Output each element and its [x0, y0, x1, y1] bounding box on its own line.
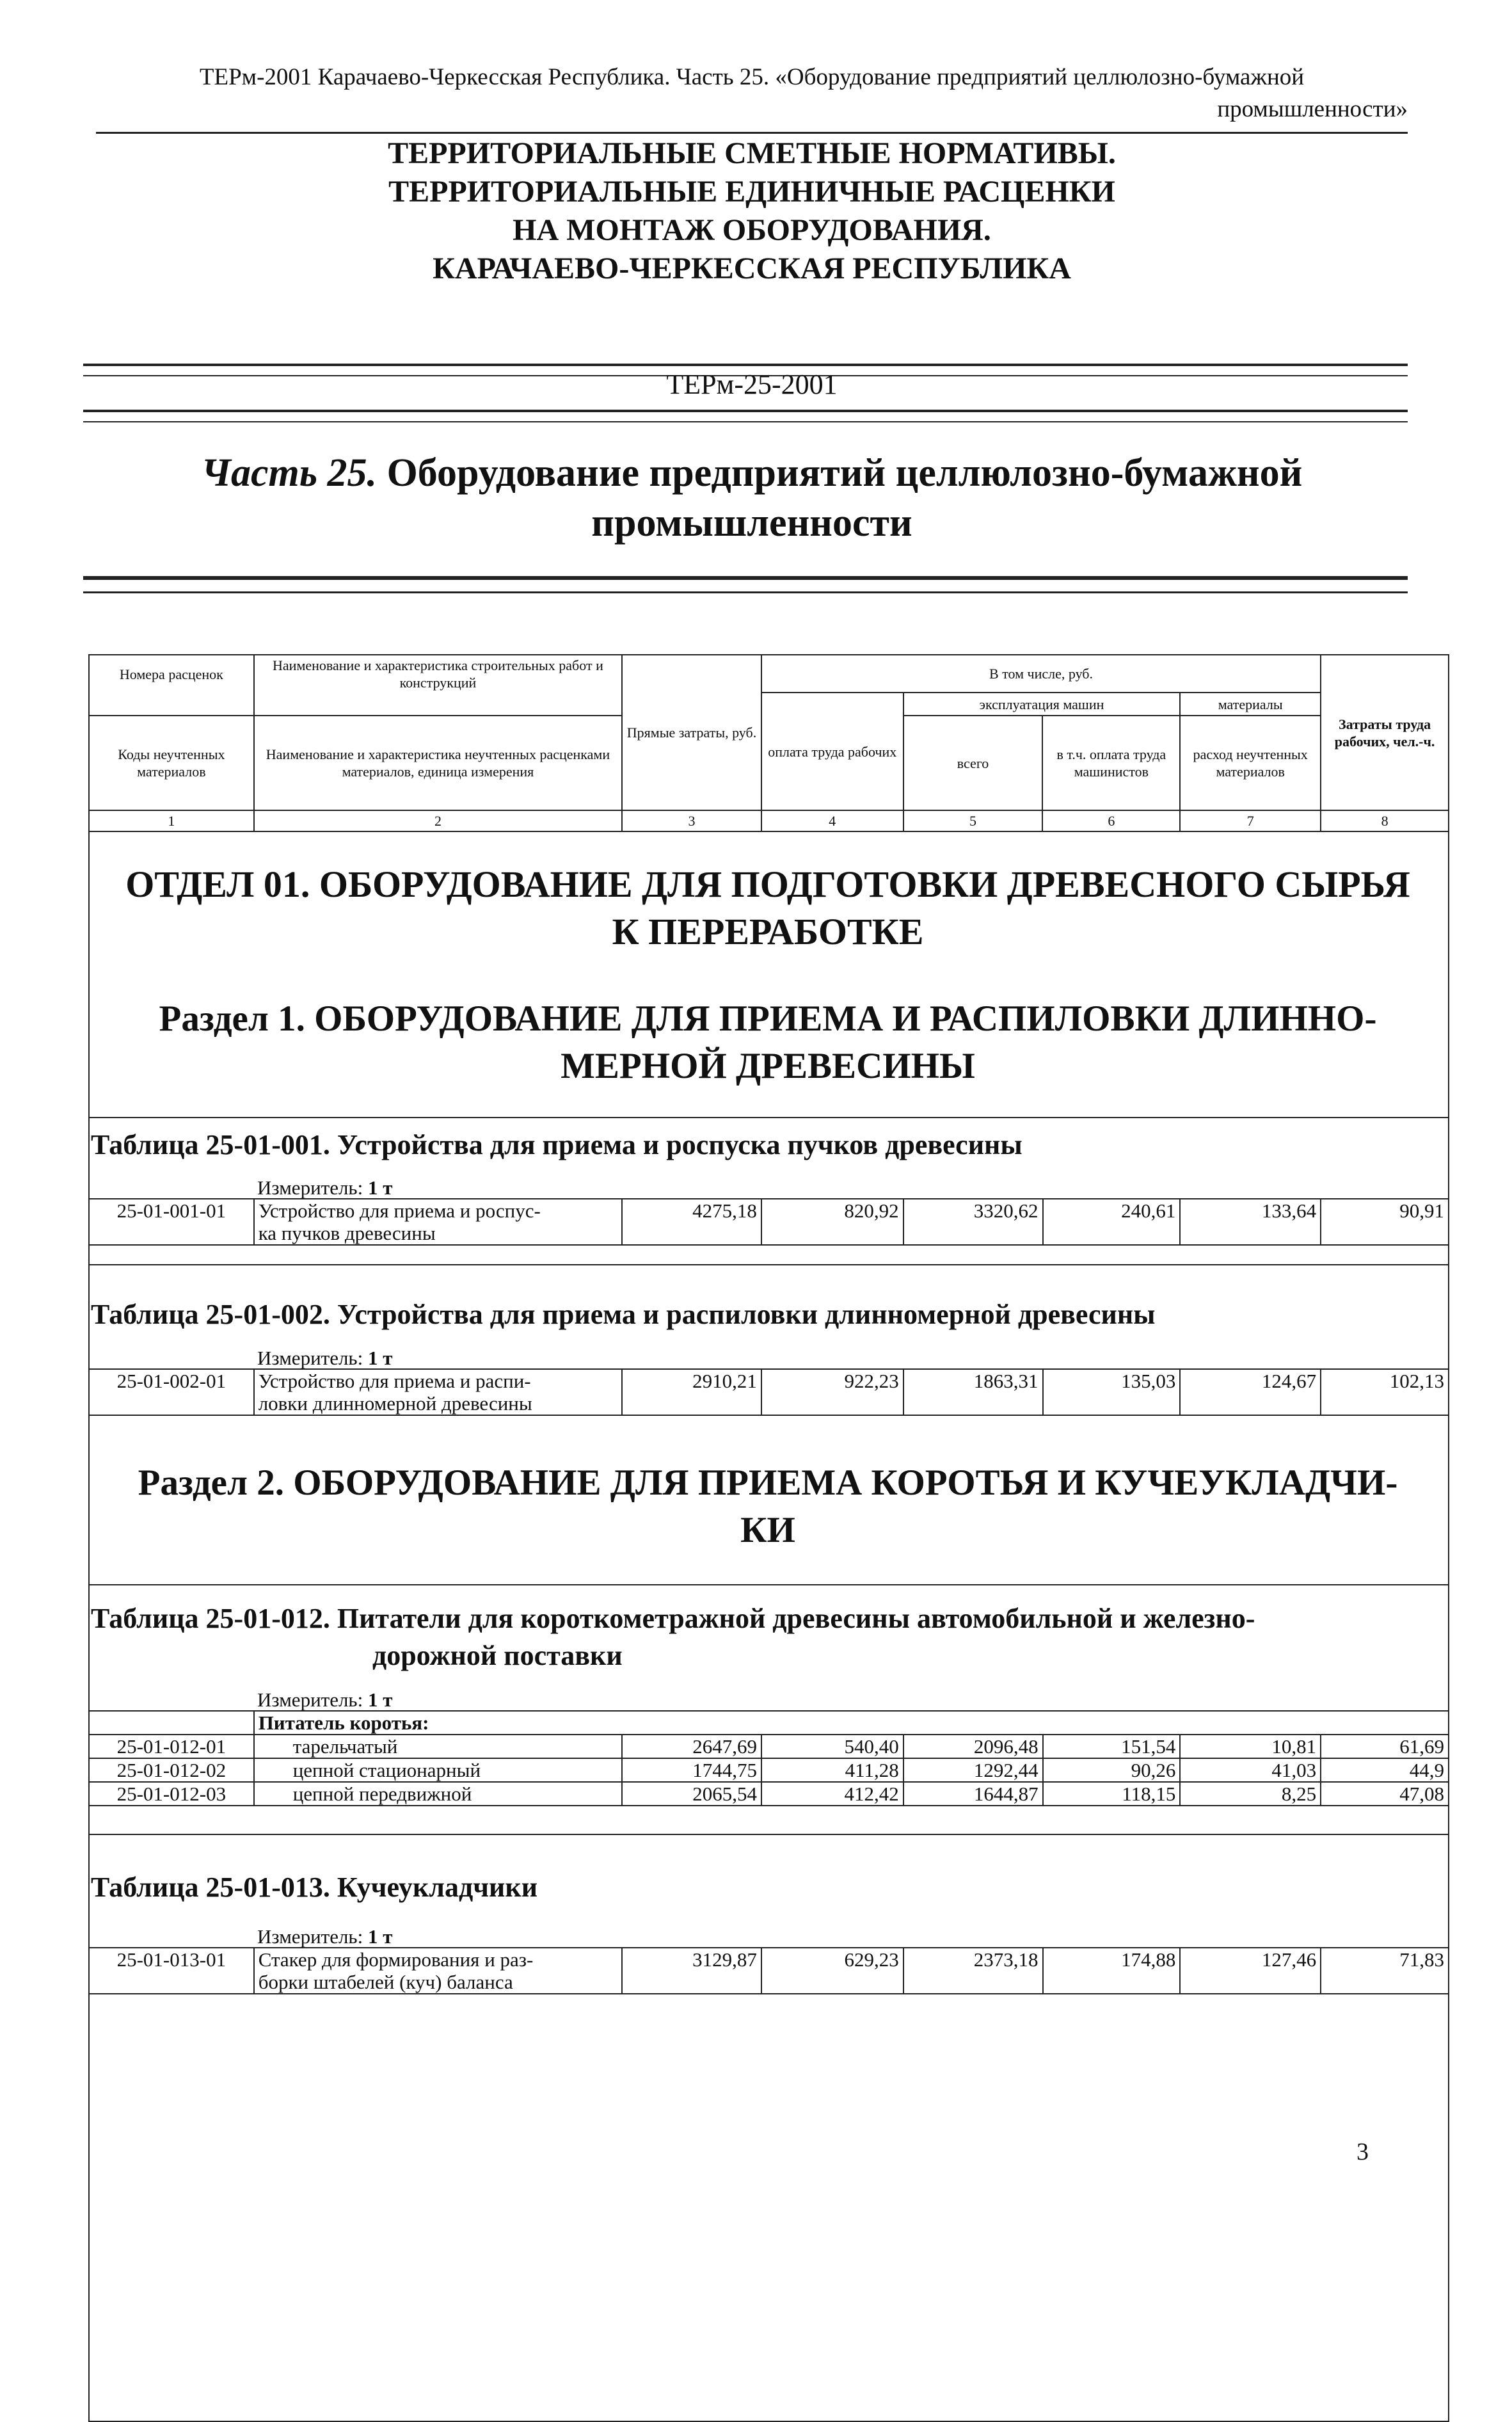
otdel-heading [96, 861, 1440, 956]
machines-total: 3320,62 [903, 1199, 1043, 1245]
table-row [89, 1782, 1449, 1806]
machinists-pay: 135,03 [1043, 1369, 1181, 1415]
rate-name-line2: борки штабелей (куч) баланса [258, 1971, 513, 1993]
t012-top-rule [88, 1584, 1449, 1585]
labor-hours: 44,9 [1321, 1758, 1449, 1782]
table-row [89, 1758, 1449, 1782]
machines-total: 1644,87 [903, 1782, 1043, 1806]
labor-hours: 71,83 [1321, 1948, 1449, 1994]
t012-measure [257, 1688, 392, 1712]
hdr-num-2: 2 [254, 810, 622, 831]
rate-code: 25-01-012-01 [89, 1735, 254, 1758]
t013-measure-label: Измеритель: [257, 1925, 363, 1948]
rate-name-line1: Стакер для формирования и раз- [258, 1948, 534, 1971]
t002-measure-label: Измеритель: [257, 1347, 363, 1369]
part-title [96, 448, 1408, 548]
hdr-c7: расход неучтенных материалов [1180, 716, 1321, 810]
t002-title: Таблица 25-01-002. Устройства для приема и распиловки длинномерной древесины [91, 1299, 1156, 1330]
labor-pay: 412,42 [761, 1782, 903, 1806]
razdel2-line1: Раздел 2. ОБОРУДОВАНИЕ ДЛЯ ПРИЕМА КОРОТЬЯ И КУЧЕУКЛАДЧИ- [138, 1463, 1398, 1503]
labor-pay: 540,40 [761, 1735, 903, 1758]
title-line-2: ТЕРРИТОРИАЛЬНЫЕ ЕДИНИЧНЫЕ РАСЦЕНКИ [388, 175, 1115, 209]
razdel1-line2: МЕРНОЙ ДРЕВЕСИНЫ [561, 1046, 975, 1086]
part-title-rule [83, 576, 1408, 593]
rate-name [254, 1199, 622, 1245]
doc-code: ТЕРм-25-2001 [666, 369, 838, 400]
labor-pay: 411,28 [761, 1758, 903, 1782]
page-number: 3 [1357, 2138, 1369, 2165]
t001-measure [257, 1176, 392, 1199]
materials: 8,25 [1180, 1782, 1321, 1806]
running-header [96, 61, 1408, 125]
hdr-num-8: 8 [1321, 810, 1449, 831]
group-row [89, 1711, 1449, 1735]
document-title [96, 134, 1408, 288]
otdel-line2: К ПЕРЕРАБОТКЕ [612, 911, 924, 952]
hdr-c2-spacer [254, 693, 622, 716]
hdr-num-7: 7 [1180, 810, 1321, 831]
labor-pay: 820,92 [761, 1199, 903, 1245]
machinists-pay: 118,15 [1043, 1782, 1181, 1806]
t013-measure-value: 1 т [367, 1925, 393, 1948]
hdr-c1-bottom: Коды неучтенных материалов [89, 716, 254, 810]
group-label: Питатель коротья: [254, 1711, 1449, 1735]
rate-code: 25-01-013-01 [89, 1948, 254, 1994]
t012-measure-value: 1 т [367, 1688, 393, 1711]
t012-table [88, 1710, 1449, 1806]
t002-top-rule [88, 1264, 1449, 1265]
machines-total: 1863,31 [903, 1369, 1043, 1415]
rate-name [254, 1369, 622, 1415]
t013-table [88, 1947, 1449, 1994]
labor-hours: 61,69 [1321, 1735, 1449, 1758]
direct-costs: 2065,54 [622, 1782, 761, 1806]
direct-costs: 2910,21 [622, 1369, 761, 1415]
t001-measure-value: 1 т [367, 1176, 393, 1199]
hdr-c8: Затраты труда рабочих, чел.-ч. [1321, 655, 1449, 810]
rate-name: цепной стационарный [254, 1758, 622, 1782]
hdr-c4: оплата труда рабочих [761, 693, 903, 810]
rate-name-line2: ловки длинномерной древесины [258, 1392, 532, 1415]
razdel2-line2: КИ [740, 1510, 795, 1550]
header-rule [96, 132, 1408, 134]
t002-measure-value: 1 т [367, 1347, 393, 1369]
t002-table [88, 1368, 1449, 1416]
hdr-c5: всего [903, 716, 1043, 810]
hdr-incl: В том числе, руб. [761, 655, 1321, 693]
labor-pay: 922,23 [761, 1369, 903, 1415]
direct-costs: 1744,75 [622, 1758, 761, 1782]
otdel-line1: ОТДЕЛ 01. ОБОРУДОВАНИЕ ДЛЯ ПОДГОТОВКИ ДРЕВЕСНОГО СЫРЬЯ [125, 863, 1410, 905]
table-row [89, 1735, 1449, 1758]
rate-code: 25-01-001-01 [89, 1199, 254, 1245]
rate-name-line2: ка пучков древесины [258, 1222, 436, 1244]
hdr-c6: в т.ч. оплата труда машинистов [1042, 716, 1180, 810]
t002-measure [257, 1347, 392, 1370]
rate-code: 25-01-012-03 [89, 1782, 254, 1806]
t012-title [91, 1600, 1447, 1674]
hdr-c1-spacer [89, 693, 254, 716]
machines-total: 2373,18 [903, 1948, 1043, 1994]
labor-hours: 90,91 [1321, 1199, 1449, 1245]
hdr-num-6: 6 [1042, 810, 1180, 831]
hdr-num-4: 4 [761, 810, 903, 831]
razdel2-heading [96, 1459, 1440, 1554]
table-row [89, 1369, 1449, 1415]
hdr-num-3: 3 [622, 810, 761, 831]
materials: 124,67 [1180, 1369, 1321, 1415]
rate-name-line1: Устройство для приема и распи- [258, 1370, 531, 1392]
part-title-rest: Оборудование предприятий целлюлозно-бумажной [377, 451, 1303, 495]
materials: 133,64 [1180, 1199, 1321, 1245]
rate-name-line1: Устройство для приема и роспус- [258, 1199, 541, 1222]
materials: 127,46 [1180, 1948, 1321, 1994]
machinists-pay: 174,88 [1043, 1948, 1181, 1994]
hdr-c1-top: Номера расценок [89, 655, 254, 693]
materials: 41,03 [1180, 1758, 1321, 1782]
labor-hours: 102,13 [1321, 1369, 1449, 1415]
machinists-pay: 151,54 [1043, 1735, 1181, 1758]
part-title-line2: промышленности [591, 501, 912, 545]
hdr-machines: эксплуатация машин [903, 693, 1181, 716]
table-row [89, 1948, 1449, 1994]
machinists-pay: 240,61 [1043, 1199, 1181, 1245]
razdel1-heading [96, 995, 1440, 1090]
part-title-prefix: Часть 25. [201, 451, 378, 495]
hdr-num-1: 1 [89, 810, 254, 831]
running-header-line2: промышленности» [1217, 96, 1408, 122]
column-header-table [88, 654, 1449, 832]
razdel1-line1: Раздел 1. ОБОРУДОВАНИЕ ДЛЯ ПРИЕМА И РАСПИЛОВКИ ДЛИННО- [159, 998, 1377, 1039]
direct-costs: 4275,18 [622, 1199, 761, 1245]
t012-measure-label: Измеритель: [257, 1688, 363, 1711]
rate-name: тарельчатый [254, 1735, 622, 1758]
rate-name: цепной передвижной [254, 1782, 622, 1806]
t001-top-rule [88, 1117, 1449, 1118]
machinists-pay: 90,26 [1043, 1758, 1181, 1782]
rate-name [254, 1948, 622, 1994]
t001-measure-label: Измеритель: [257, 1176, 363, 1199]
machines-total: 1292,44 [903, 1758, 1043, 1782]
labor-hours: 47,08 [1321, 1782, 1449, 1806]
rate-code: 25-01-012-02 [89, 1758, 254, 1782]
t012-title-line2: дорожной поставки [372, 1640, 623, 1671]
group-code-empty [89, 1711, 254, 1735]
hdr-c3: Прямые затраты, руб. [622, 655, 761, 810]
title-line-4: КАРАЧАЕВО-ЧЕРКЕССКАЯ РЕСПУБЛИКА [433, 252, 1071, 285]
direct-costs: 3129,87 [622, 1948, 761, 1994]
t001-table [88, 1198, 1449, 1246]
hdr-materials: материалы [1180, 693, 1321, 716]
hdr-num-5: 5 [903, 810, 1043, 831]
t013-measure [257, 1925, 392, 1948]
t012-title-line1: Таблица 25-01-012. Питатели для короткометражной древесины автомобильной и железно- [91, 1603, 1255, 1634]
t001-title: Таблица 25-01-001. Устройства для приема и роспуска пучков древесины [91, 1129, 1023, 1160]
labor-pay: 629,23 [761, 1948, 903, 1994]
running-header-line1: ТЕРм-2001 Карачаево-Черкесская Республика. Часть 25. «Оборудование предприятий целлюлозно-бумажной [199, 64, 1305, 90]
title-line-3: НА МОНТАЖ ОБОРУДОВАНИЯ. [513, 213, 991, 247]
table-row [89, 1199, 1449, 1245]
t013-title: Таблица 25-01-013. Кучеукладчики [91, 1872, 538, 1903]
direct-costs: 2647,69 [622, 1735, 761, 1758]
t013-top-rule [88, 1834, 1449, 1835]
materials: 10,81 [1180, 1735, 1321, 1758]
hdr-c2-top: Наименование и характеристика строительных работ и конструкций [254, 655, 622, 693]
machines-total: 2096,48 [903, 1735, 1043, 1758]
hdr-c2-bottom: Наименование и характеристика неучтенных расценками материалов, единица измерения [254, 716, 622, 810]
title-line-1: ТЕРРИТОРИАЛЬНЫЕ СМЕТНЫЕ НОРМАТИВЫ. [388, 136, 1116, 170]
rate-code: 25-01-002-01 [89, 1369, 254, 1415]
code-rule-bottom [83, 410, 1408, 422]
